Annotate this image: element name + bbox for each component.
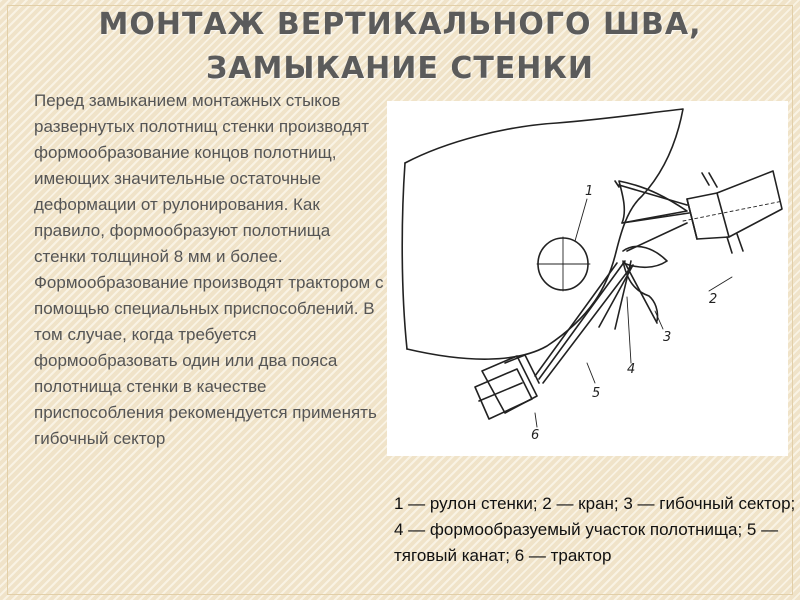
- title-line-2: ЗАМЫКАНИЕ СТЕНКИ: [205, 51, 595, 86]
- diagram-svg: [387, 101, 788, 456]
- label-6: 6: [531, 428, 540, 443]
- label-3: 3: [663, 330, 672, 345]
- tractor: [482, 356, 537, 413]
- slide-title: [60, 3, 740, 91]
- figure-diagram: [387, 101, 788, 456]
- body-paragraph: Перед замыканием монтажных стыков развернутых полотнищ стенки производят формообразование концов полотнищ, имеющих значительные остаточные деформации от рулонирования. Как правило, формообразуют полотнища стенки толщиной 8 мм и более. Формообразование производят трактором с помощью специальных приспособлений. В том случае, когда требуется формообразовать один или два пояса полотнища стенки в качестве приспособления рекомендуется применять гибочный сектор: [34, 91, 384, 448]
- crane: [687, 171, 782, 239]
- title-line-1: МОНТАЖ ВЕРТИКАЛЬНОГО ШВА,: [98, 7, 702, 42]
- wall-sheet-outline: [405, 109, 683, 359]
- label-5: 5: [592, 386, 601, 401]
- label-1: 1: [585, 184, 594, 199]
- traction-cable: [535, 263, 617, 376]
- label-4: 4: [627, 362, 636, 377]
- wall-sheet-left-edge: [402, 163, 407, 349]
- figure-caption: 1 — рулон стенки; 2 — кран; 3 — гибочный сектор; 4 — формообразуемый участок полотнища; 5 — тяговый канат; 6 — трактор: [394, 494, 796, 565]
- label-2: 2: [709, 292, 718, 307]
